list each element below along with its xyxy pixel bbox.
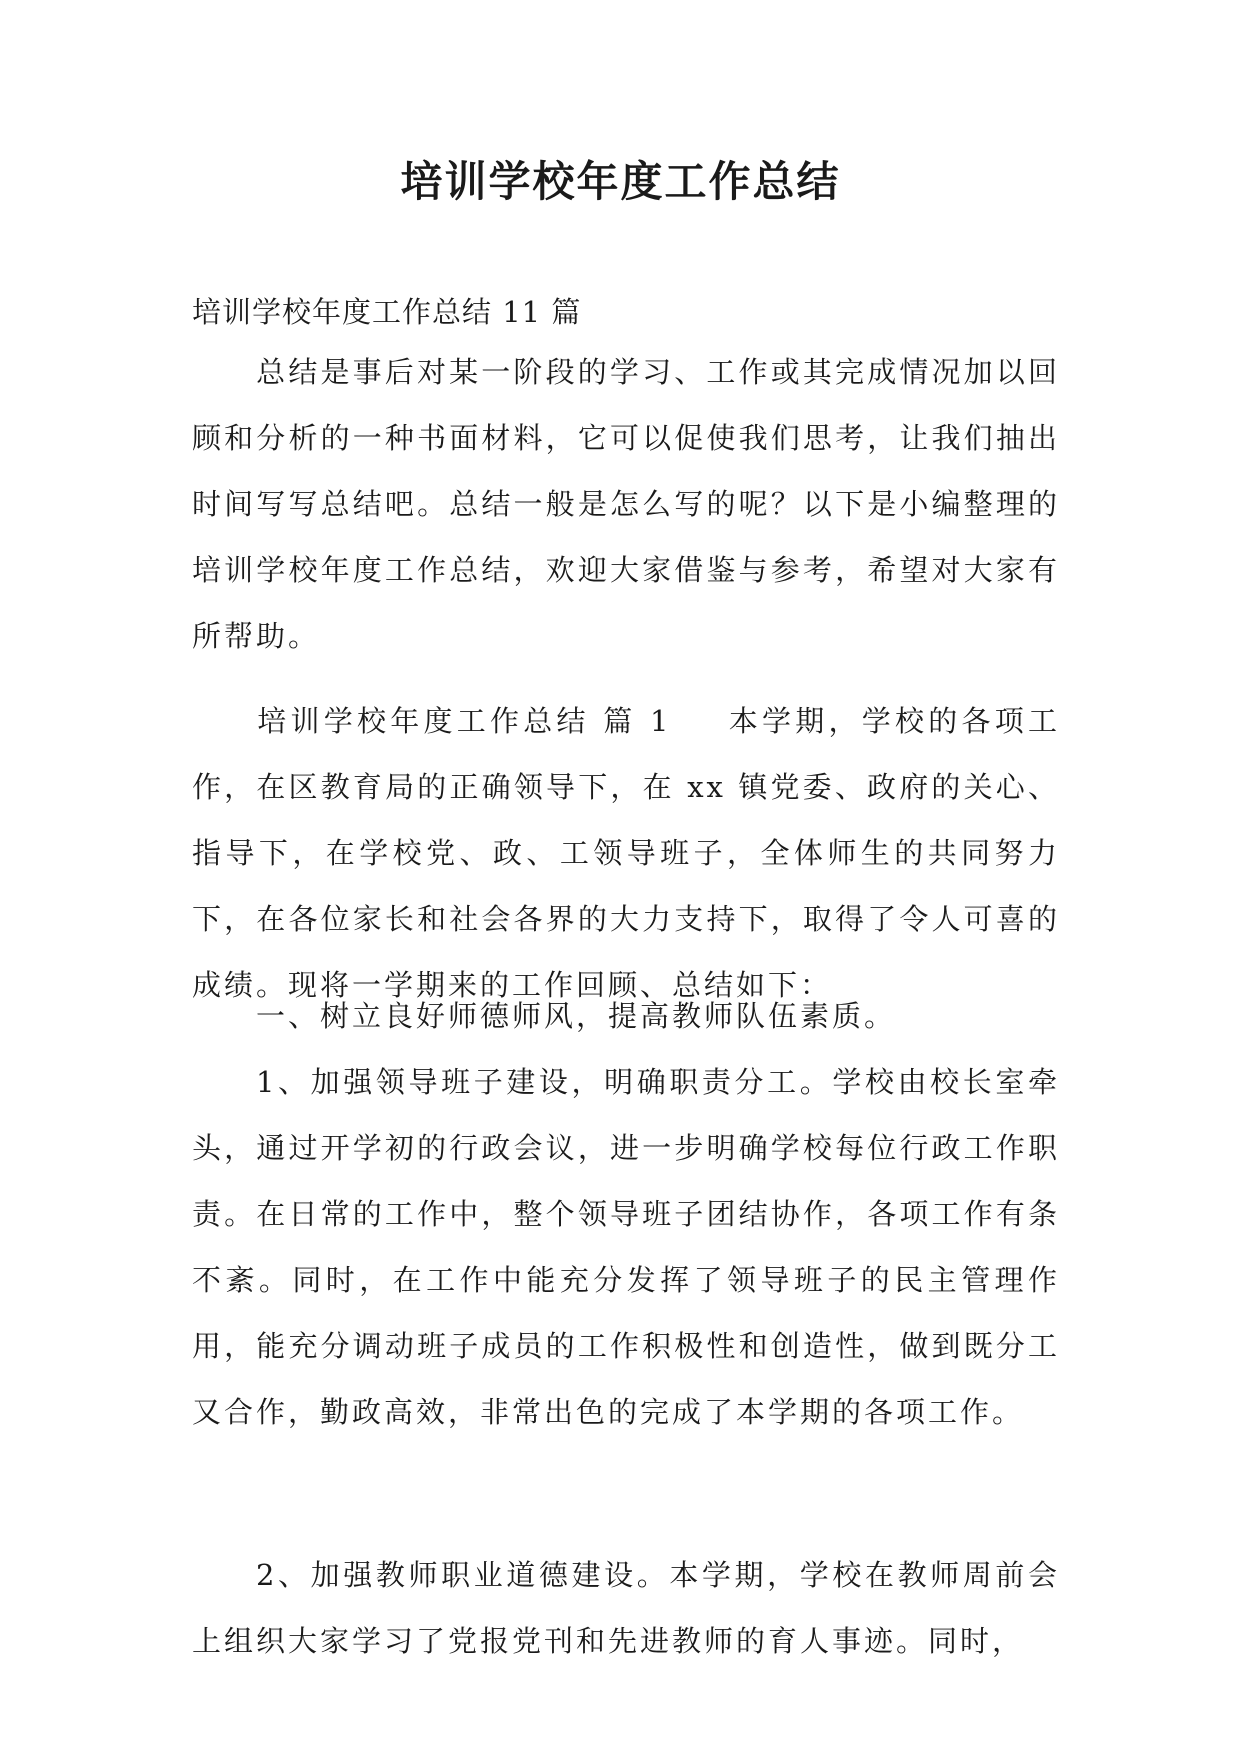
document-subtitle: 培训学校年度工作总结 11 篇: [192, 295, 582, 329]
intro-text: 总结是事后对某一阶段的学习、工作或其完成情况加以回顾和分析的一种书面材料，它可以促使我们思考，让我们抽出时间写写总结吧。总结一般是怎么写的呢？以下是小编整理的培训学校年度工作总结，欢迎大家借鉴与参考，希望对大家有所帮助。: [192, 355, 1060, 653]
heading-1: 一、树立良好师德师风，提高教师队伍素质。: [256, 999, 897, 1033]
document-title: 培训学校年度工作总结: [400, 157, 841, 206]
heading-1-paragraph: [192, 983, 1060, 1049]
section-1-label: 培训学校年度工作总结 篇 1: [256, 704, 672, 738]
item-1-text: 1、加强领导班子建设，明确职责分工。学校由校长室牵头，通过开学初的行政会议，进一步明确学校每位行政工作职责。在日常的工作中，整个领导班子团结协作，各项工作有条不紊。同时，在工作中能充分发挥了领导班子的民主管理作用，能充分调动班子成员的工作积极性和创造性，做到既分工又合作，勤政高效，非常出色的完成了本学期的各项工作。: [192, 1065, 1060, 1429]
item-2-paragraph: [192, 1542, 1060, 1674]
section-1-paragraph: [192, 688, 1060, 1018]
item-2-text: 2、加强教师职业道德建设。本学期，学校在教师周前会上组织大家学习了党报党刊和先进教师的育人事迹。同时，: [192, 1558, 1060, 1658]
section-1-text: 本学期，学校的各项工作，在区教育局的正确领导下，在 xx 镇党委、政府的关心、指导下，在学校党、政、工领导班子，全体师生的共同努力下，在各位家长和社会各界的大力支持下，取得了令人可喜的成绩。现将一学期来的工作回顾、总结如下：: [192, 704, 1060, 1002]
item-1-paragraph: [192, 1049, 1060, 1445]
intro-paragraph: [192, 339, 1060, 669]
